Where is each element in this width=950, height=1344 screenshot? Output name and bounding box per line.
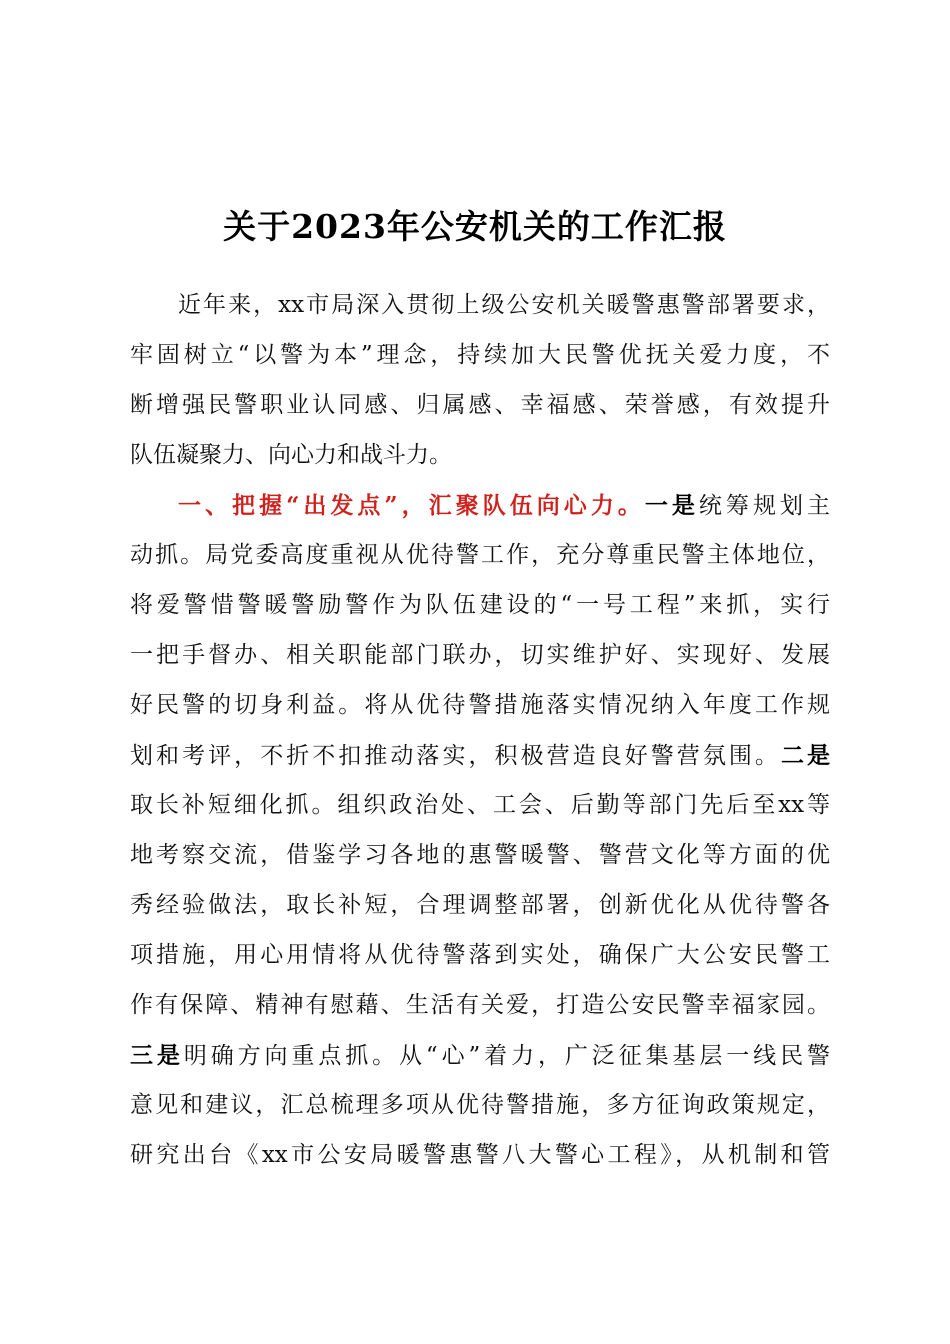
line-text: 研究出台《xx市公安局暖警惠警八大警心工程》，从机制和管 (130, 1142, 830, 1168)
line-text: 取长补短细化抓。组织政治处、工会、后勤等部门先后至xx等 (130, 792, 830, 818)
paragraph-line (130, 881, 830, 930)
paragraph-line (130, 631, 830, 680)
line-text: 队伍凝聚力、向心力和战斗力。 (130, 442, 452, 468)
line-text: 秀经验做法，取长补短，合理调整部署，创新优化从优待警各 (130, 892, 830, 918)
paragraph-line (130, 831, 830, 880)
paragraph-line (130, 931, 830, 980)
line-text: 明确方向重点抓。从“心”着力，广泛征集基层一线民警 (183, 1043, 830, 1069)
paragraph-line (130, 431, 830, 480)
line-text: 动抓。局党委高度重视从优待警工作，充分尊重民警主体地位， (130, 542, 830, 568)
section-heading: 一、把握“出发点”，汇聚队伍向心力。 (178, 492, 645, 519)
paragraph-line (130, 981, 830, 1030)
section-heading-line (178, 481, 830, 530)
line-text: 作有保障、精神有慰藉、生活有关爱，打造公安民警幸福家园。 (130, 992, 830, 1018)
paragraph-line (130, 781, 830, 830)
paragraph-line (130, 681, 830, 730)
document-title: 关于2023年公安机关的工作汇报 (223, 207, 727, 246)
point-lead: 一是 (644, 492, 699, 519)
line-text: 好民警的切身利益。将从优待警措施落实情况纳入年度工作规 (130, 692, 830, 718)
line-text: 统筹规划主 (698, 493, 830, 519)
paragraph-line (130, 1031, 830, 1080)
line-text: 意见和建议，汇总梳理多项从优待警措施，多方征询政策规定， (130, 1092, 830, 1118)
line-text: 划和考评，不折不扣推动落实，积极营造良好警营氛围。 (130, 743, 781, 769)
line-text: 牢固树立“以警为本”理念，持续加大民警优抚关爱力度，不 (130, 342, 830, 368)
paragraph-line (130, 381, 830, 430)
paragraph-line (130, 331, 830, 380)
paragraph-line (130, 731, 830, 780)
paragraph-line (130, 581, 830, 630)
paragraph-line (130, 1081, 830, 1130)
line-text: 断增强民警职业认同感、归属感、幸福感、荣誉感，有效提升 (130, 392, 830, 418)
point-lead: 三是 (130, 1042, 184, 1069)
paragraph-line (130, 1131, 830, 1180)
point-lead: 二是 (780, 742, 830, 769)
line-text: 一把手督办、相关职能部门联办，切实维护好、实现好、发展 (130, 642, 830, 668)
line-text: 将爱警惜警暖警励警作为队伍建设的“一号工程”来抓，实行 (130, 592, 830, 618)
paragraph-line (130, 531, 830, 580)
line-text: 项措施，用心用情将从优待警落到实处，确保广大公安民警工 (130, 942, 830, 968)
paragraph-line (178, 281, 830, 330)
line-text: 近年来，xx市局深入贯彻上级公安机关暖警惠警部署要求， (178, 292, 830, 318)
line-text: 地考察交流，借鉴学习各地的惠警暖警、警营文化等方面的优 (130, 842, 830, 868)
